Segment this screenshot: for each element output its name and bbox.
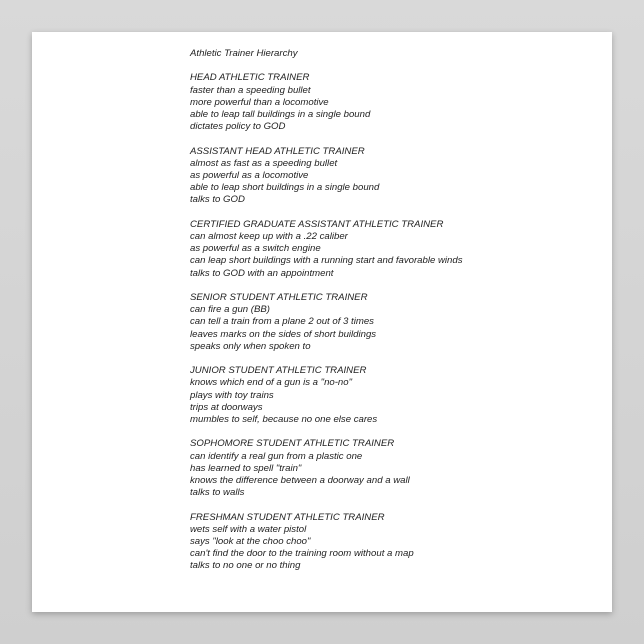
section-line: trips at doorways (190, 401, 263, 413)
section-line: leaves marks on the sides of short buildings (190, 328, 377, 340)
poster-paper (32, 32, 612, 612)
section-line: able to leap short buildings in a single bound (190, 182, 380, 194)
section-sophomore-student-athletic-trainer (190, 438, 600, 499)
section-line: has learned to spell "train" (190, 462, 302, 474)
section-line: talks to GOD (190, 194, 245, 206)
section-line: able to leap tall buildings in a single bound (190, 109, 371, 120)
section-assistant-head-athletic-trainer (190, 146, 600, 207)
section-heading: JUNIOR STUDENT ATHLETIC TRAINER (190, 365, 367, 377)
section-senior-student-athletic-trainer (190, 292, 600, 353)
section-line: dictates policy to GOD (190, 121, 286, 133)
section-certified-graduate-assistant (190, 219, 600, 280)
section-heading: ASSISTANT HEAD ATHLETIC TRAINER (190, 145, 365, 157)
section-heading: CERTIFIED GRADUATE ASSISTANT ATHLETIC TRAINER (190, 218, 444, 230)
section-line: as powerful as a locomotive (190, 170, 309, 181)
section-line: can tell a train from a plane 2 out of 3 times (190, 316, 374, 328)
section-line: plays with toy trains (190, 389, 274, 401)
section-line: mumbles to self, because no one else cares (190, 414, 378, 426)
section-heading: HEAD ATHLETIC TRAINER (190, 72, 310, 84)
section-line: talks to no one or no thing (190, 560, 301, 572)
section-line: can't find the door to the training room without a map (190, 548, 414, 560)
section-heading: FRESHMAN STUDENT ATHLETIC TRAINER (190, 511, 385, 523)
section-line: knows which end of a gun is a "no-no" (190, 377, 353, 389)
section-line: can almost keep up with a .22 caliber (190, 231, 348, 242)
section-line: faster than a speeding bullet (190, 84, 311, 96)
section-heading: SOPHOMORE STUDENT ATHLETIC TRAINER (190, 438, 395, 450)
section-line: wets self with a water pistol (190, 523, 307, 535)
section-line: can leap short buildings with a running start and favorable winds (190, 255, 463, 267)
section-line: almost as fast as a speeding bullet (190, 157, 338, 169)
section-line: more powerful than a locomotive (190, 96, 329, 108)
section-line: says "look at the choo choo" (190, 536, 311, 548)
section-freshman-student-athletic-trainer (190, 512, 600, 573)
section-heading: SENIOR STUDENT ATHLETIC TRAINER (190, 292, 368, 303)
section-head-athletic-trainer (190, 72, 600, 133)
section-line: talks to GOD with an appointment (190, 267, 334, 279)
section-line: can identify a real gun from a plastic one (190, 450, 363, 462)
section-line: as powerful as a switch engine (190, 243, 321, 255)
section-junior-student-athletic-trainer (190, 365, 600, 426)
section-line: can fire a gun (BB) (190, 304, 270, 316)
document-title: Athletic Trainer Hierarchy (190, 48, 298, 59)
section-line: knows the difference between a doorway and a wall (190, 475, 410, 487)
section-line: talks to walls (190, 487, 245, 499)
document-body (190, 48, 600, 585)
section-line: speaks only when spoken to (190, 340, 311, 352)
